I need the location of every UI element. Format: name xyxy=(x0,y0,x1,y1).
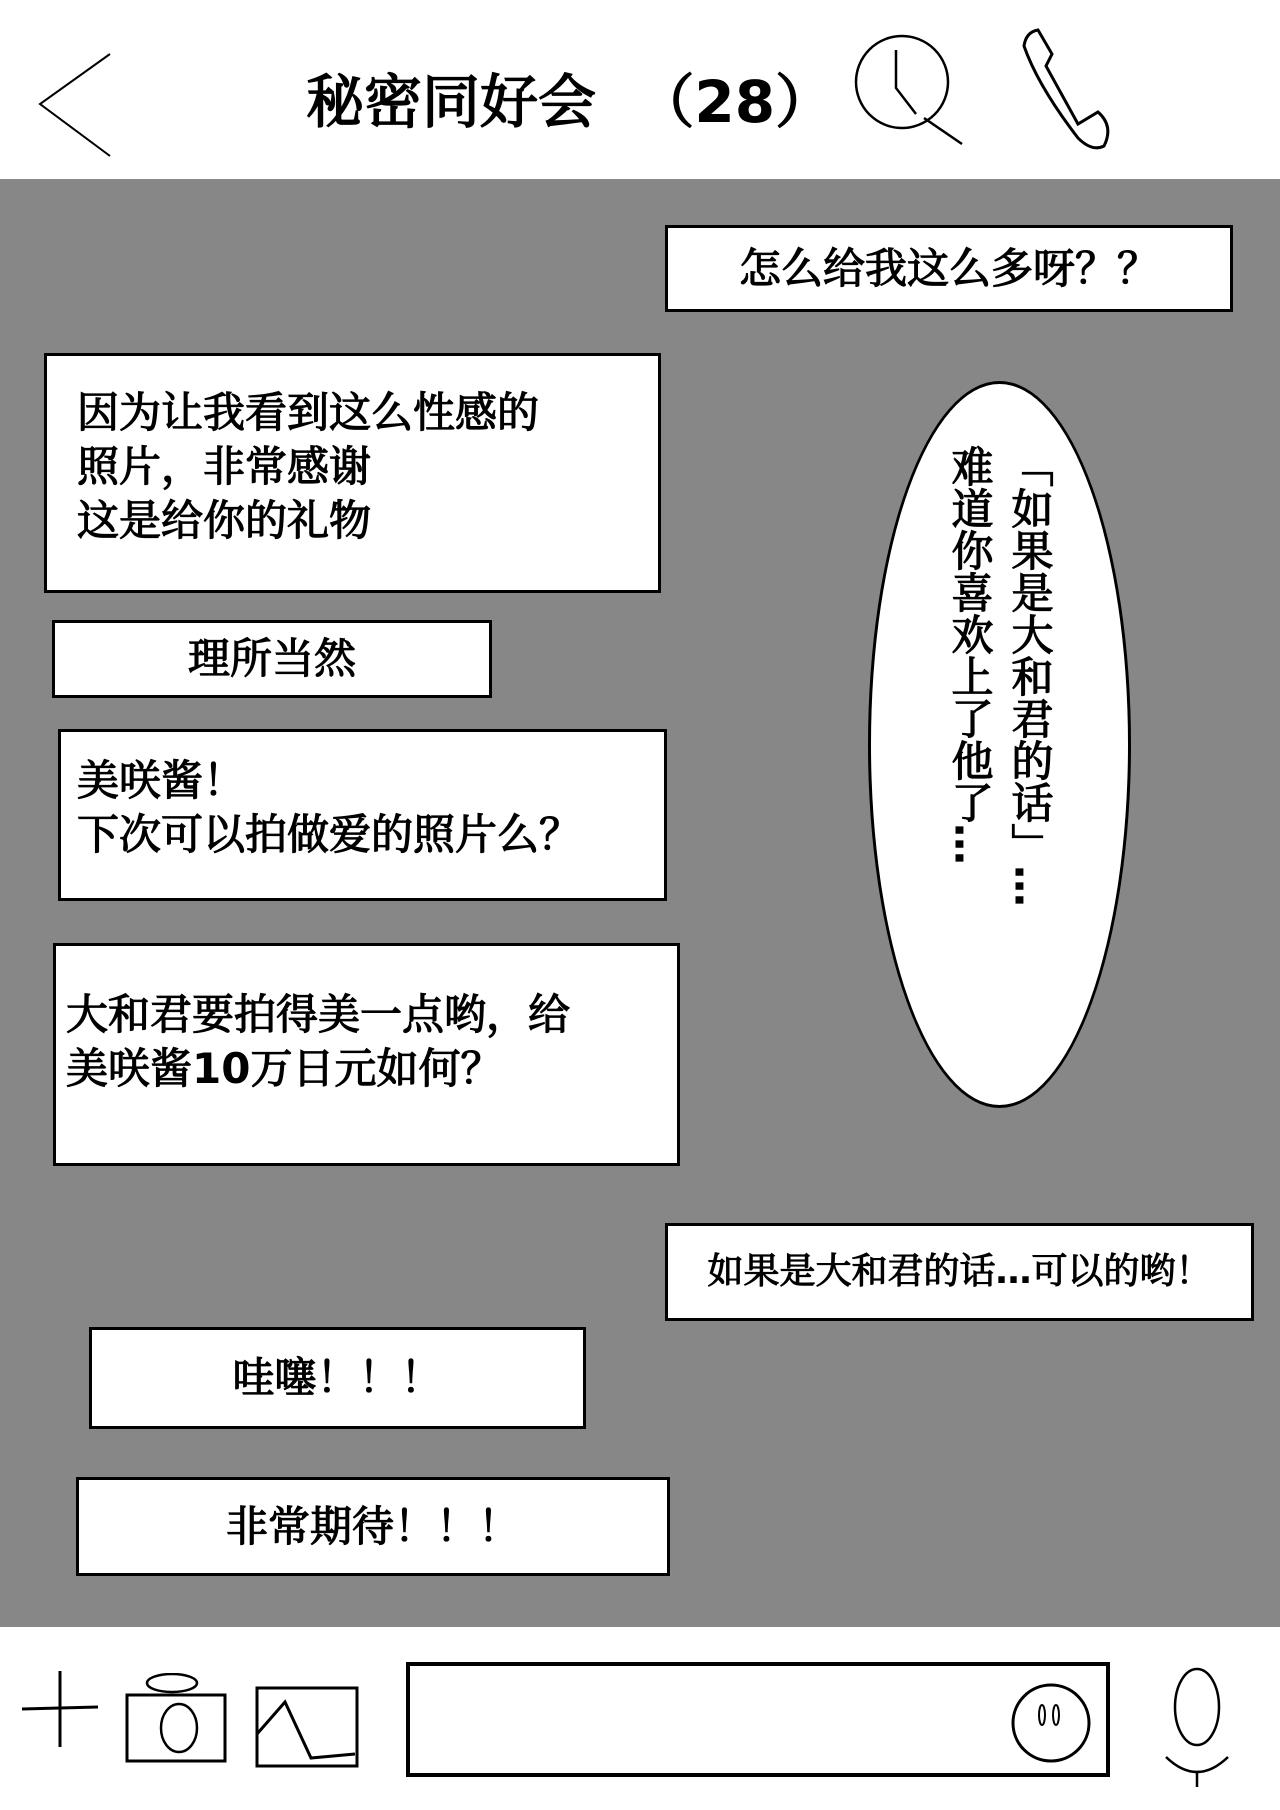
plus-icon[interactable] xyxy=(20,1669,100,1749)
message-bubble-left: 大和君要拍得美一点哟，给 美咲酱10万日元如何？ xyxy=(53,943,680,1166)
message-bubble-left: 哇噻！！！ xyxy=(89,1327,586,1429)
thought-text: 「如果是大和君的话」… 难道你喜欢上了他了… xyxy=(945,444,1055,907)
camera-icon[interactable] xyxy=(124,1673,228,1765)
search-icon[interactable] xyxy=(852,32,968,146)
member-count: （28） xyxy=(636,68,834,136)
image-icon[interactable] xyxy=(255,1686,359,1768)
message-input[interactable] xyxy=(406,1662,1110,1777)
emoji-icon[interactable] xyxy=(1010,1682,1092,1764)
message-bubble-left: 美咲酱！ 下次可以拍做爱的照片么？ xyxy=(58,729,667,901)
message-bubble-right: 怎么给我这么多呀？？ xyxy=(665,225,1233,312)
input-bar xyxy=(0,1627,1280,1810)
microphone-icon[interactable] xyxy=(1162,1667,1232,1787)
message-bubble-left: 理所当然 xyxy=(52,620,492,698)
thought-bubble xyxy=(868,381,1131,1108)
message-bubble-right: 如果是大和君的话…可以的哟！ xyxy=(665,1223,1254,1321)
back-chevron-icon[interactable] xyxy=(36,50,116,160)
message-bubble-left: 因为让我看到这么性感的 照片，非常感谢 这是给你的礼物 xyxy=(44,353,661,593)
group-name: 秘密同好会 xyxy=(306,68,597,136)
header xyxy=(0,0,1280,179)
chat-title xyxy=(306,55,833,139)
message-bubble-left: 非常期待！！！ xyxy=(76,1477,670,1576)
phone-icon[interactable] xyxy=(1018,26,1150,154)
